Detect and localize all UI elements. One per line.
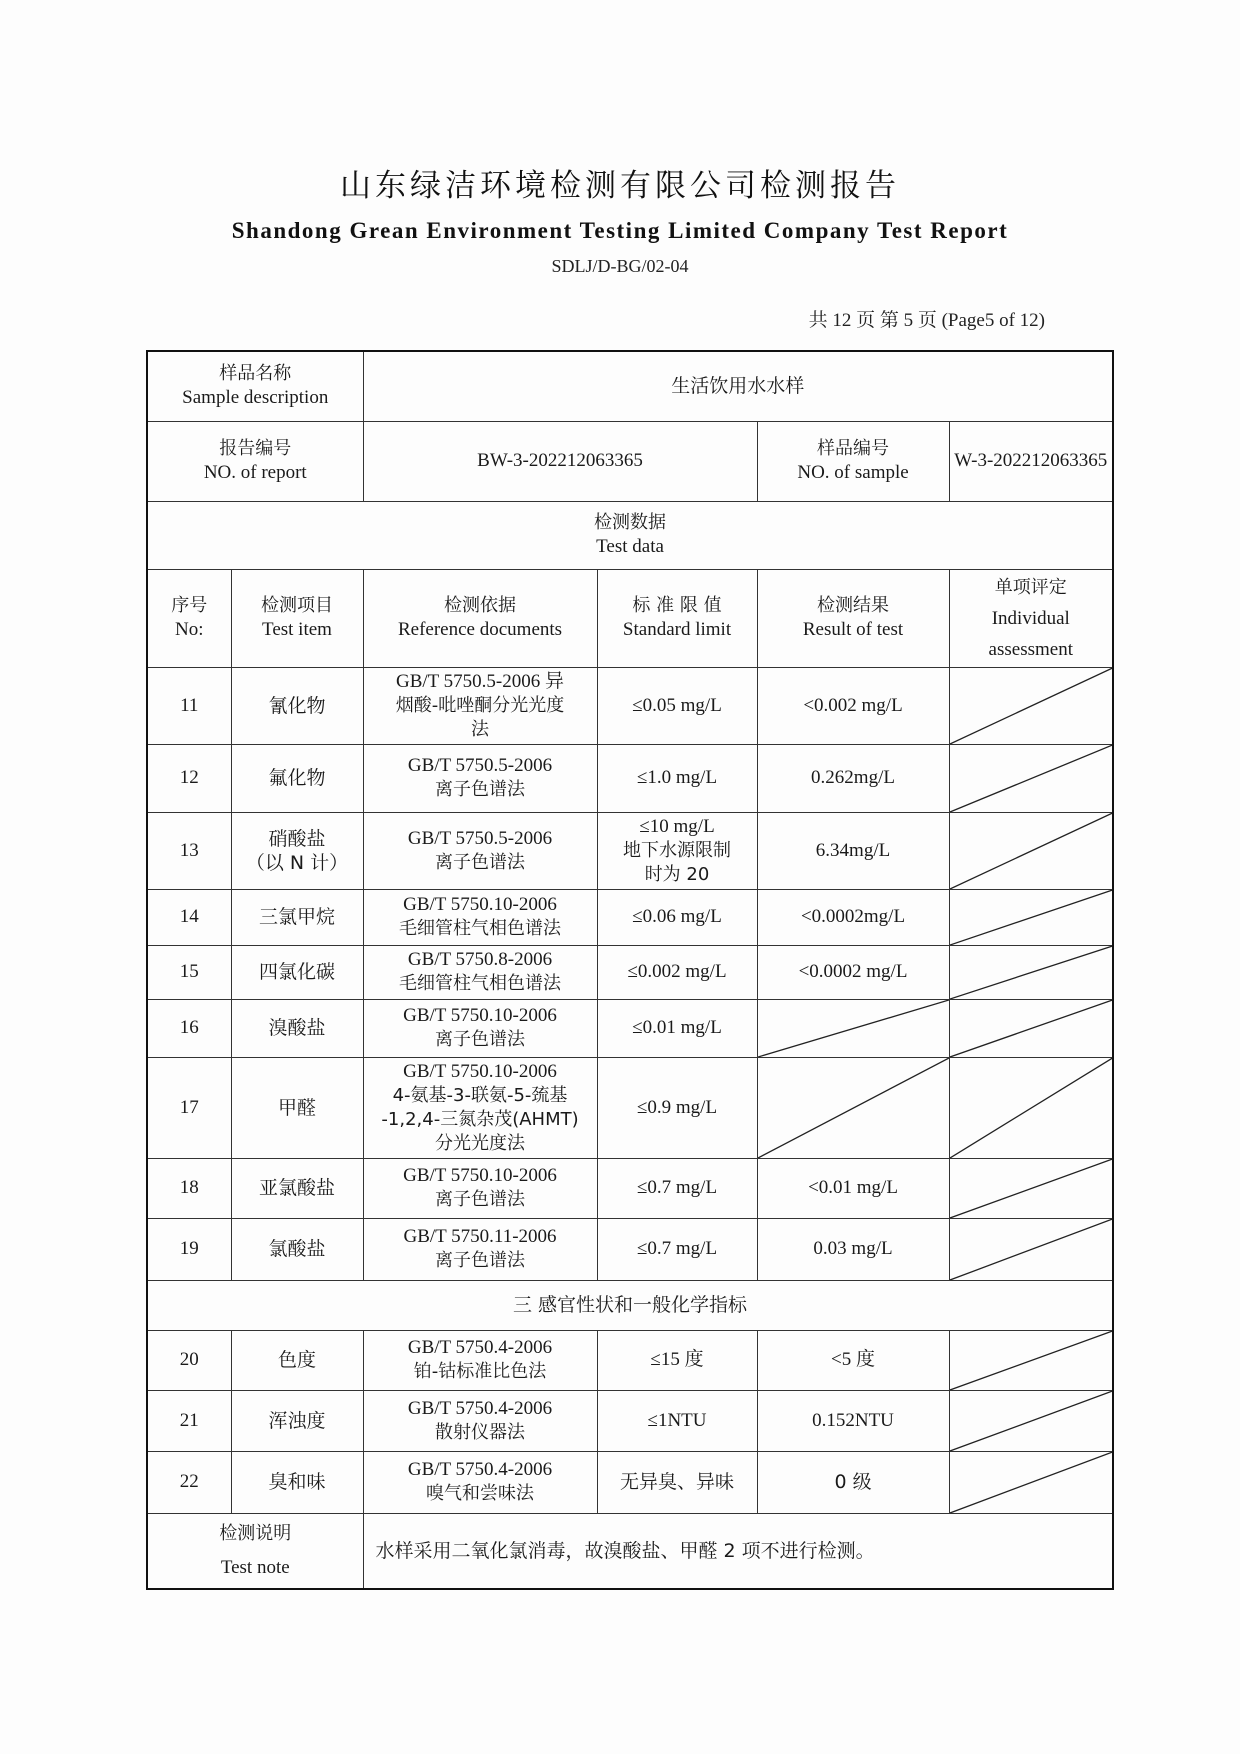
assessment-slash — [949, 1057, 1113, 1158]
column-header-result: 检测结果 Result of test — [757, 569, 949, 667]
test-report-table — [146, 350, 1114, 1590]
document-code: SDLJ/D-BG/02-04 — [551, 256, 689, 276]
test-result: <0.0002mg/L — [757, 889, 949, 945]
test-item: 色度 — [231, 1330, 363, 1390]
row-number: 11 — [147, 667, 231, 744]
reference-document: GB/T 5750.8-2006 毛细管柱气相色谱法 — [363, 945, 597, 999]
result-slash — [757, 999, 949, 1057]
diagonal-slash-icon — [950, 745, 1113, 812]
result-slash — [757, 1057, 949, 1158]
diagonal-slash-icon — [950, 890, 1113, 945]
standard-limit: ≤0.05 mg/L — [597, 667, 757, 744]
test-result: <0.0002 mg/L — [757, 945, 949, 999]
reference-document: GB/T 5750.10-2006 毛细管柱气相色谱法 — [363, 889, 597, 945]
test-item: 氯酸盐 — [231, 1218, 363, 1280]
column-header-standard-limit: 标 准 限 值 Standard limit — [597, 569, 757, 667]
row-number: 16 — [147, 999, 231, 1057]
standard-limit: ≤0.002 mg/L — [597, 945, 757, 999]
report-number-value: BW-3-202212063365 — [363, 421, 757, 501]
test-item: 四氯化碳 — [231, 945, 363, 999]
report-number-label: 报告编号 NO. of report — [147, 421, 363, 501]
diagonal-slash-icon — [950, 1331, 1113, 1390]
row-number: 17 — [147, 1057, 231, 1158]
test-item: 溴酸盐 — [231, 999, 363, 1057]
diagonal-slash-icon — [950, 1000, 1113, 1057]
report-title-en: Shandong Grean Environment Testing Limited Company Test Report — [231, 218, 1009, 243]
standard-limit: ≤10 mg/L 地下水源限制 时为 20 — [597, 812, 757, 889]
standard-limit: 无异臭、异味 — [597, 1451, 757, 1513]
row-number: 14 — [147, 889, 231, 945]
reference-document: GB/T 5750.4-2006 嗅气和尝味法 — [363, 1451, 597, 1513]
test-item: 浑浊度 — [231, 1390, 363, 1451]
assessment-slash — [949, 999, 1113, 1057]
test-item: 甲醛 — [231, 1057, 363, 1158]
reference-document: GB/T 5750.5-2006 异 烟酸-吡唑酮分光光度 法 — [363, 667, 597, 744]
test-data-heading: 检测数据 Test data — [147, 501, 1113, 569]
diagonal-slash-icon — [950, 1219, 1113, 1280]
table-row — [147, 812, 1113, 889]
section-heading: 三 感官性状和一般化学指标 — [147, 1280, 1113, 1330]
table-row — [147, 945, 1113, 999]
table-row — [147, 1451, 1113, 1513]
column-header-row — [147, 569, 1113, 667]
row-number: 19 — [147, 1218, 231, 1280]
test-note-row — [147, 1513, 1113, 1589]
test-item: 硝酸盐 （以 N 计） — [231, 812, 363, 889]
table-row — [147, 1057, 1113, 1158]
assessment-slash — [949, 1158, 1113, 1218]
assessment-slash — [949, 1218, 1113, 1280]
sample-description-label: 样品名称 Sample description — [147, 351, 363, 421]
row-number: 22 — [147, 1451, 231, 1513]
diagonal-slash-icon — [950, 1391, 1113, 1451]
assessment-slash — [949, 812, 1113, 889]
standard-limit: ≤0.7 mg/L — [597, 1218, 757, 1280]
sample-number-label: 样品编号 NO. of sample — [757, 421, 949, 501]
test-item: 三氯甲烷 — [231, 889, 363, 945]
row-number: 13 — [147, 812, 231, 889]
test-result: 0.152NTU — [757, 1390, 949, 1451]
column-header-test-item: 检测项目 Test item — [231, 569, 363, 667]
test-result: <0.01 mg/L — [757, 1158, 949, 1218]
sample-number-value: W-3-202212063365 — [949, 421, 1113, 501]
table-row — [147, 1158, 1113, 1218]
test-item: 氟化物 — [231, 744, 363, 812]
reference-document: GB/T 5750.4-2006 铂-钴标准比色法 — [363, 1330, 597, 1390]
reference-document: GB/T 5750.10-2006 离子色谱法 — [363, 999, 597, 1057]
test-item: 氰化物 — [231, 667, 363, 744]
test-item: 亚氯酸盐 — [231, 1158, 363, 1218]
test-result: <0.002 mg/L — [757, 667, 949, 744]
row-number: 18 — [147, 1158, 231, 1218]
sample-description-value: 生活饮用水水样 — [363, 351, 1113, 421]
test-result: 0 级 — [757, 1451, 949, 1513]
test-result: 0.03 mg/L — [757, 1218, 949, 1280]
table-row — [147, 889, 1113, 945]
reference-document: GB/T 5750.5-2006 离子色谱法 — [363, 744, 597, 812]
assessment-slash — [949, 1451, 1113, 1513]
section-heading-row — [147, 1280, 1113, 1330]
table-row — [147, 999, 1113, 1057]
assessment-slash — [949, 667, 1113, 744]
test-note-text: 水样采用二氧化氯消毒，故溴酸盐、甲醛 2 项不进行检测。 — [363, 1513, 1113, 1589]
diagonal-slash-icon — [950, 1058, 1113, 1158]
table-row — [147, 1330, 1113, 1390]
standard-limit: ≤15 度 — [597, 1330, 757, 1390]
report-title-cn: 山东绿洁环境检测有限公司检测报告 — [340, 168, 900, 204]
standard-limit: ≤0.9 mg/L — [597, 1057, 757, 1158]
standard-limit: ≤0.06 mg/L — [597, 889, 757, 945]
reference-document: GB/T 5750.10-2006 4-氨基-3-联氨-5-巯基 -1,2,4-三氮杂茂(AHMT) 分光光度法 — [363, 1057, 597, 1158]
diagonal-slash-icon — [758, 1058, 949, 1158]
test-item: 臭和味 — [231, 1451, 363, 1513]
row-number: 15 — [147, 945, 231, 999]
report-number-row — [147, 421, 1113, 501]
table-row — [147, 1390, 1113, 1451]
standard-limit: ≤1NTU — [597, 1390, 757, 1451]
assessment-slash — [949, 1390, 1113, 1451]
test-note-label: 检测说明 Test note — [147, 1513, 363, 1589]
diagonal-slash-icon — [950, 946, 1113, 999]
reference-document: GB/T 5750.4-2006 散射仪器法 — [363, 1390, 597, 1451]
diagonal-slash-icon — [758, 1000, 949, 1057]
standard-limit: ≤0.7 mg/L — [597, 1158, 757, 1218]
column-header-assessment: 单项评定 Individual assessment — [949, 569, 1113, 667]
standard-limit: ≤1.0 mg/L — [597, 744, 757, 812]
test-result: 6.34mg/L — [757, 812, 949, 889]
assessment-slash — [949, 744, 1113, 812]
row-number: 12 — [147, 744, 231, 812]
assessment-slash — [949, 1330, 1113, 1390]
diagonal-slash-icon — [950, 1452, 1113, 1513]
diagonal-slash-icon — [950, 1159, 1113, 1218]
assessment-slash — [949, 945, 1113, 999]
reference-document: GB/T 5750.11-2006 离子色谱法 — [363, 1218, 597, 1280]
assessment-slash — [949, 889, 1113, 945]
sample-description-row — [147, 351, 1113, 421]
row-number: 21 — [147, 1390, 231, 1451]
row-number: 20 — [147, 1330, 231, 1390]
page-info: 共 12 页 第 5 页 (Page5 of 12) — [808, 310, 1045, 331]
diagonal-slash-icon — [950, 813, 1113, 889]
reference-document: GB/T 5750.10-2006 离子色谱法 — [363, 1158, 597, 1218]
test-data-heading-row — [147, 501, 1113, 569]
table-row — [147, 744, 1113, 812]
column-header-reference: 检测依据 Reference documents — [363, 569, 597, 667]
diagonal-slash-icon — [950, 668, 1113, 744]
reference-document: GB/T 5750.5-2006 离子色谱法 — [363, 812, 597, 889]
test-result: <5 度 — [757, 1330, 949, 1390]
test-result: 0.262mg/L — [757, 744, 949, 812]
table-row — [147, 1218, 1113, 1280]
standard-limit: ≤0.01 mg/L — [597, 999, 757, 1057]
column-header-no: 序号 No: — [147, 569, 231, 667]
table-row — [147, 667, 1113, 744]
